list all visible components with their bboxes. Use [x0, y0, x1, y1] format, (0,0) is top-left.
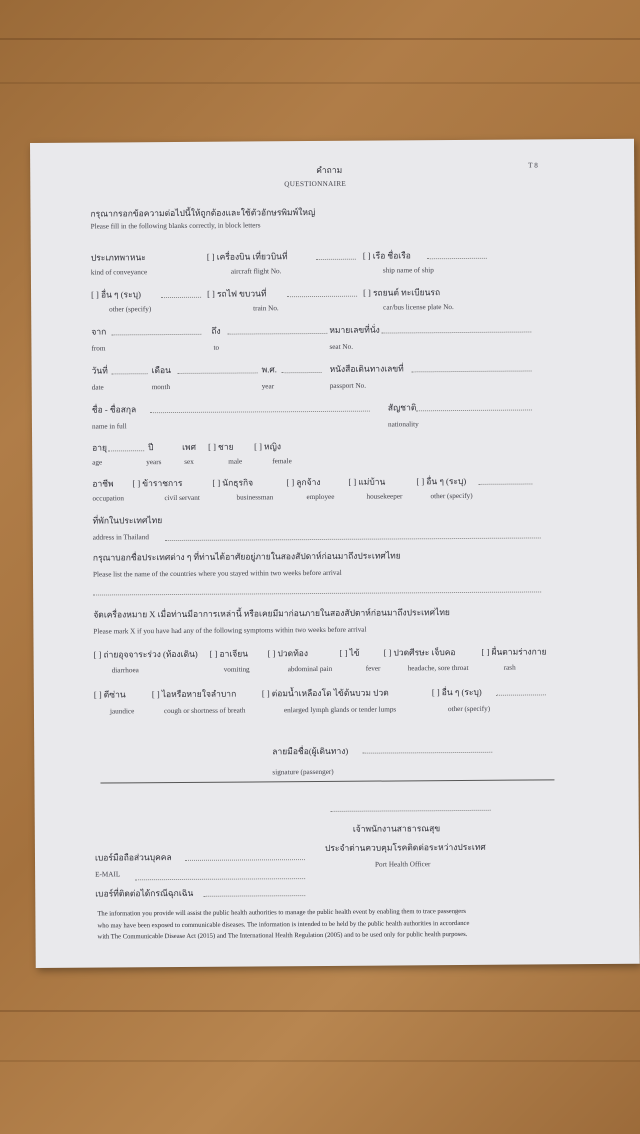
lymph-glands-english: enlarged lymph glands or tender lumps	[283, 705, 397, 715]
symptoms-intro-english: Please mark X if you have had any of the following symptoms within two weeks before arrival	[93, 625, 367, 636]
countries-field[interactable]	[93, 591, 541, 595]
from-label-thai: จาก	[91, 326, 107, 337]
aircraft-option-english: aircraft flight No.	[230, 267, 282, 276]
date-label-thai: วันที่	[91, 365, 108, 376]
date-label-english: date	[91, 383, 104, 392]
countries-label-thai: กรุณาบอกชื่อประเทศต่าง ๆ ที่ท่านได้อาศัยอยู่ภายในสองสัปดาห์ก่อนมาถึงประเทศไทย	[92, 550, 401, 563]
vomiting-english: vomiting	[223, 665, 250, 674]
year-label-english: year	[261, 382, 275, 391]
fever-english: fever	[365, 664, 381, 673]
instructions-english: Please fill in the following blanks correctly, in block letters	[90, 221, 261, 231]
signature-label-thai: ลายมือชื่อ(ผู้เดินทาง)	[272, 745, 349, 757]
officer-signature-field[interactable]	[331, 810, 491, 812]
abdominal-pain-checkbox[interactable]: [ ] ปวดท้อง	[267, 648, 309, 659]
seat-label-english: seat No.	[329, 342, 354, 351]
nationality-field[interactable]	[416, 410, 532, 412]
other-occupation-english: other (specify)	[430, 491, 473, 501]
name-label-english: name in full	[91, 422, 127, 431]
nationality-label-thai: สัญชาติ	[387, 402, 417, 413]
ship-option-english: ship name of ship	[382, 266, 434, 275]
signature-label-english: signature (passenger)	[272, 767, 334, 777]
to-field[interactable]	[227, 333, 327, 335]
ship-name-field[interactable]	[427, 258, 487, 259]
other-symptom-checkbox[interactable]: [ ] อื่น ๆ (ระบุ)	[431, 686, 482, 698]
other-symptom-english: other (specify)	[447, 704, 491, 714]
emergency-contact-label-thai: เบอร์ที่ติดต่อได้กรณีฉุกเฉิน	[95, 887, 194, 899]
employee-english: employee	[306, 492, 335, 502]
symptoms-intro-thai: จัดเครื่องหมาย X เมื่อท่านมีอาการเหล่านี้ หรือเคยมีมาก่อนภายในสองสัปดาห์ก่อนมาถึงประเทศไทย	[93, 607, 450, 620]
train-number-field[interactable]	[287, 296, 357, 297]
emergency-contact-field[interactable]	[203, 895, 305, 897]
cough-checkbox[interactable]: [ ] ไอหรือหายใจลำบาก	[151, 688, 237, 700]
privacy-notice-line-1: The information you provide will assist the public health authorities to manage the public health event by enabling them to trace passengers	[97, 907, 467, 918]
female-label-english: female	[272, 457, 292, 466]
nationality-label-english: nationality	[387, 420, 419, 429]
civil-servant-english: civil servant	[164, 493, 200, 503]
civil-servant-checkbox[interactable]: [ ] ข้าราชการ	[132, 477, 183, 489]
age-label-thai: อายุ	[92, 442, 108, 453]
passport-label-english: passport No.	[329, 381, 367, 390]
passport-label-thai: หนังสือเดินทางเลขที่	[329, 363, 404, 374]
privacy-notice	[97, 906, 469, 943]
address-label-english: address in Thailand	[92, 533, 149, 542]
month-label-english: month	[151, 383, 171, 392]
diarrhoea-checkbox[interactable]: [ ] ถ่ายอุจจาระร่วง (ท้องเดิน)	[93, 648, 198, 660]
sex-label-thai: เพศ	[182, 441, 197, 452]
mobile-field[interactable]	[185, 859, 305, 861]
title-english: QUESTIONNAIRE	[284, 179, 347, 189]
ship-option-thai: [ ] เรือ ชื่อเรือ	[362, 250, 411, 261]
jaundice-checkbox[interactable]: [ ] ดีซ่าน	[93, 689, 126, 700]
fever-checkbox[interactable]: [ ] ไข้	[339, 647, 360, 658]
train-option-english: train No.	[253, 304, 279, 313]
countries-label-english: Please list the name of the countries where you stayed within two weeks before arrival	[92, 568, 342, 579]
year-label-thai: พ.ศ.	[261, 364, 277, 375]
train-option-thai: [ ] รถไฟ ขบวนที่	[207, 288, 267, 299]
email-label: E-MAIL	[95, 870, 121, 879]
address-field[interactable]	[165, 537, 541, 541]
name-label-thai: ชื่อ - ชื่อสกุล	[91, 404, 137, 415]
name-field[interactable]	[150, 411, 370, 414]
privacy-notice-line-2: who may have been exposed to communicable diseases. The information is intended to be held by the public health authorities in accordance	[97, 919, 470, 930]
sex-label-english: sex	[184, 457, 194, 466]
female-checkbox-thai[interactable]: [ ] หญิง	[254, 441, 282, 452]
cough-english: cough or shortness of breath	[163, 706, 246, 716]
title-thai: คำถาม	[316, 164, 343, 176]
other-occupation-checkbox[interactable]: [ ] อื่น ๆ (ระบุ)	[416, 475, 467, 487]
housekeeper-checkbox[interactable]: [ ] แม่บ้าน	[348, 476, 386, 487]
officer-office-thai: ประจำด่านควบคุมโรคติดต่อระหว่างประเทศ	[324, 841, 486, 853]
officer-title-english: Port Health Officer	[375, 860, 431, 869]
abdominal-pain-english: abdominal pain	[287, 664, 333, 674]
seat-label-thai: หมายเลขที่นั่ง	[329, 324, 380, 335]
occupation-label-thai: อาชีพ	[92, 478, 114, 489]
seat-field[interactable]	[381, 332, 531, 334]
officer-title-thai: เจ้าพนักงานสาธารณสุข	[352, 823, 441, 834]
questionnaire-form	[30, 139, 640, 968]
diarrhoea-english: diarrhoea	[111, 666, 139, 675]
other-conveyance-thai: [ ] อื่น ๆ (ระบุ)	[91, 289, 141, 300]
employee-checkbox[interactable]: [ ] ลูกจ้าง	[286, 476, 321, 488]
signature-field[interactable]	[362, 752, 492, 754]
businessman-english: businessman	[236, 493, 274, 502]
page-number: T 8	[528, 161, 538, 170]
conveyance-label-english: kind of conveyance	[90, 268, 148, 277]
email-field[interactable]	[135, 878, 305, 880]
lymph-glands-checkbox[interactable]: [ ] ต่อมน้ำเหลืองโต ไข้ต้นบวม ปวด	[261, 687, 389, 699]
age-field[interactable]	[108, 450, 144, 451]
headache-checkbox[interactable]: [ ] ปวดศีรษะ เจ็บคอ	[383, 647, 456, 658]
month-label-thai: เดือน	[151, 365, 171, 376]
passport-field[interactable]	[412, 371, 532, 373]
male-label-english: male	[228, 457, 243, 466]
mobile-label-thai: เบอร์มือถือส่วนบุคคล	[94, 852, 172, 863]
businessman-checkbox[interactable]: [ ] นักธุรกิจ	[212, 477, 254, 488]
month-field[interactable]	[178, 372, 258, 374]
rash-english: rash	[503, 663, 516, 672]
rash-checkbox[interactable]: [ ] ผื่นตามร่างกาย	[481, 646, 547, 657]
jaundice-english: jaundice	[109, 707, 135, 716]
housekeeper-english: housekeeper	[366, 492, 403, 501]
privacy-notice-line-3: with The Communicable Disease Act (2015) and The International Health Regulation (2005) and to be used only for public health purposes.	[97, 930, 468, 941]
years-label-thai: ปี	[148, 442, 154, 453]
vomiting-checkbox[interactable]: [ ] อาเจียน	[209, 648, 249, 659]
from-label-english: from	[91, 344, 106, 353]
date-field[interactable]	[112, 373, 148, 374]
other-conveyance-field[interactable]	[161, 297, 201, 298]
from-field[interactable]	[111, 334, 201, 336]
aircraft-option-thai: [ ] เครื่องบิน เที่ยวบินที่	[206, 251, 288, 262]
years-label-english: years	[146, 458, 162, 467]
age-label-english: age	[92, 458, 103, 467]
section-divider	[100, 779, 554, 783]
male-checkbox-thai[interactable]: [ ] ชาย	[208, 441, 234, 452]
to-label-thai: ถึง	[211, 325, 221, 336]
instructions-thai: กรุณากรอกข้อความต่อไปนี้ให้ถูกต้องและใช้ตัวอักษรพิมพ์ใหญ่	[90, 207, 316, 219]
other-conveyance-english: other (specify)	[109, 305, 152, 314]
address-label-thai: ที่พักในประเทศไทย	[92, 515, 163, 526]
conveyance-label-thai: ประเภทพาหนะ	[90, 252, 146, 263]
flight-number-field[interactable]	[316, 259, 356, 260]
other-occupation-field[interactable]	[478, 484, 532, 485]
to-label-english: to	[213, 343, 220, 352]
other-symptom-field[interactable]	[496, 694, 546, 695]
headache-english: headache, sore throat	[407, 663, 469, 673]
car-option-english: car/bus license plate No.	[383, 303, 454, 312]
year-field[interactable]	[282, 372, 322, 373]
occupation-label-english: occupation	[92, 494, 125, 503]
car-option-thai: [ ] รถยนต์ ทะเบียนรถ	[363, 287, 441, 298]
